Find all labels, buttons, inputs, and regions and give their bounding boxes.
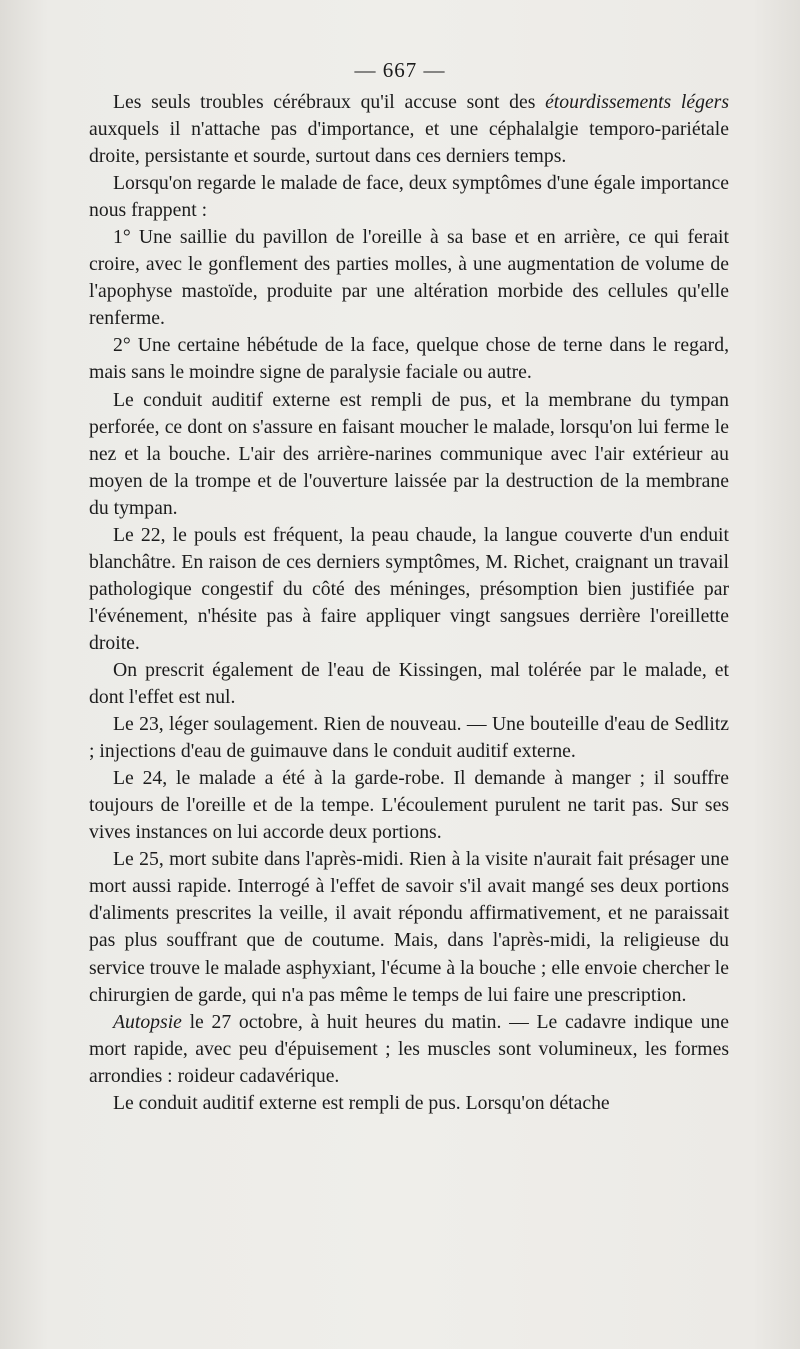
- text-run: Le conduit auditif externe est rempli de pus. Lorsqu'on détache: [113, 1091, 610, 1114]
- paragraph-p6: [89, 522, 729, 657]
- text-run: Les seuls troubles cérébraux qu'il accuse sont des: [113, 91, 546, 113]
- text-run: 1° Une saillie du pavillon de l'oreille à sa base et en arrière, ce qui ferait croire, avec le gonflement des parties molles, à une augmentation de volume de l'apophyse mastoïde, produite par une altération morbide des cellules qu'elle renferme.: [89, 226, 729, 330]
- italic-text: Autopsie: [113, 1010, 182, 1033]
- paragraph-p2: [89, 170, 729, 224]
- paragraph-p3: [89, 224, 729, 332]
- text-run: On prescrit également de l'eau de Kissingen, mal tolérée par le malade, et dont l'effet est nul.: [89, 658, 729, 709]
- paragraph-p1: [89, 89, 729, 170]
- text-run: Le 22, le pouls est fréquent, la peau chaude, la langue couverte d'un enduit blanchâtre. En raison de ces derniers symptômes, M. Richet, craignant un travail pathologique congestif du côté des méninges, présomption bien justifiée par l'événement, n'hésite pas à faire appliquer vingt sangsues derrière l'oreillette droite.: [89, 523, 729, 654]
- text-run: Le 23, léger soulagement. Rien de nouveau. — Une bouteille d'eau de Sedlitz ; injections d'eau de guimauve dans le conduit auditif externe.: [89, 713, 729, 763]
- paragraph-p8: [89, 711, 729, 765]
- paragraph-p4: [89, 332, 729, 386]
- paragraph-p11: [89, 1009, 729, 1090]
- text-run: Lorsqu'on regarde le malade de face, deux symptômes d'une égale importance nous frappent :: [89, 172, 729, 222]
- text-run: auxquels il n'attache pas d'importance, et une céphalalgie temporo-pariétale droite, persistante et sourde, surtout dans ces derniers temps.: [89, 118, 729, 168]
- text-run: le 27 octobre, à huit heures du matin. — Le cadavre indique une mort rapide, avec peu d'épuisement ; les muscles sont volumineux, les formes arrondies : roideur cadavérique.: [89, 1010, 729, 1087]
- text-run: Le conduit auditif externe est rempli de pus, et la membrane du tympan perforée, ce dont on s'assure en faisant moucher le malade, lorsqu'on lui ferme le nez et la bouche. L'air des arrière-narines communique avec l'air extérieur au moyen de la trompe et de l'ouverture laissée par la destruction de la membrane du tympan.: [89, 388, 729, 519]
- paragraph-p9: [89, 765, 729, 846]
- paragraph-p12: [89, 1090, 729, 1117]
- italic-text: étourdissements légers: [545, 91, 729, 113]
- page-body: [89, 89, 729, 1117]
- page-number: — 667 —: [354, 58, 446, 82]
- paragraph-p10: [89, 846, 729, 1008]
- paragraph-p7: [89, 657, 729, 711]
- text-run: Le 25, mort subite dans l'après-midi. Rien à la visite n'aurait fait présager une mort aussi rapide. Interrogé à l'effet de savoir s'il avait mangé ses deux portions d'aliments prescrites la veille, il avait répondu affirmativement, et ne paraissait pas plus souffrant que de coutume. Mais, dans l'après-midi, la religieuse du service trouve le malade asphyxiant, l'écume à la bouche ; elle envoie chercher le chirurgien de garde, qui n'a pas même le temps de lui faire une prescription.: [89, 848, 729, 1006]
- text-run: 2° Une certaine hébétude de la face, quelque chose de terne dans le regard, mais sans le moindre signe de paralysie faciale ou autre.: [89, 334, 729, 384]
- paragraph-p5: [89, 387, 729, 522]
- text-run: Le 24, le malade a été à la garde-robe. Il demande à manger ; il souffre toujours de l'oreille et de la tempe. L'écoulement purulent ne tarit pas. Sur ses vives instances on lui accorde deux portions.: [89, 767, 729, 844]
